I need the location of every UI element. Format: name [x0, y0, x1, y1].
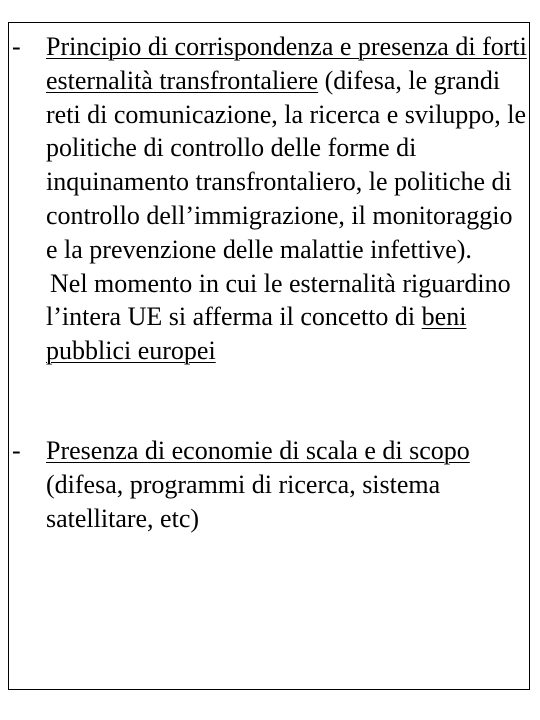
followup-text: Nel momento in cui le esternalità riguardino l’intera UE si afferma il concetto di [46, 268, 511, 332]
bullet-dash: - [12, 32, 21, 61]
item2-rest: (difesa, programmi di ricerca, sistema satellitare, etc) [46, 469, 441, 533]
followup-underlined-term: beni pubblici europei [46, 302, 467, 366]
slide-content [12, 30, 527, 535]
item2-underlined-lead: Presenza di economie di scala e di scopo [46, 435, 470, 465]
bullet-item-correspondence [12, 30, 527, 267]
item1-rest: (difesa, le grandi reti di comunicazione, la ricerca e sviluppo, le politiche di controllo delle forme di inquinamento transfrontaliero, le politiche di controllo dell’immigrazione, il monitoraggio e la prevenzione delle malattie infettive). [46, 65, 527, 264]
item1-underlined-lead: Principio di corrispondenza e presenza di forti esternalità transfrontaliere [46, 32, 527, 95]
followup-paragraph [12, 267, 527, 368]
bullet-item-economies [12, 434, 527, 535]
spacer [12, 368, 527, 434]
bullet-dash: - [12, 435, 21, 465]
